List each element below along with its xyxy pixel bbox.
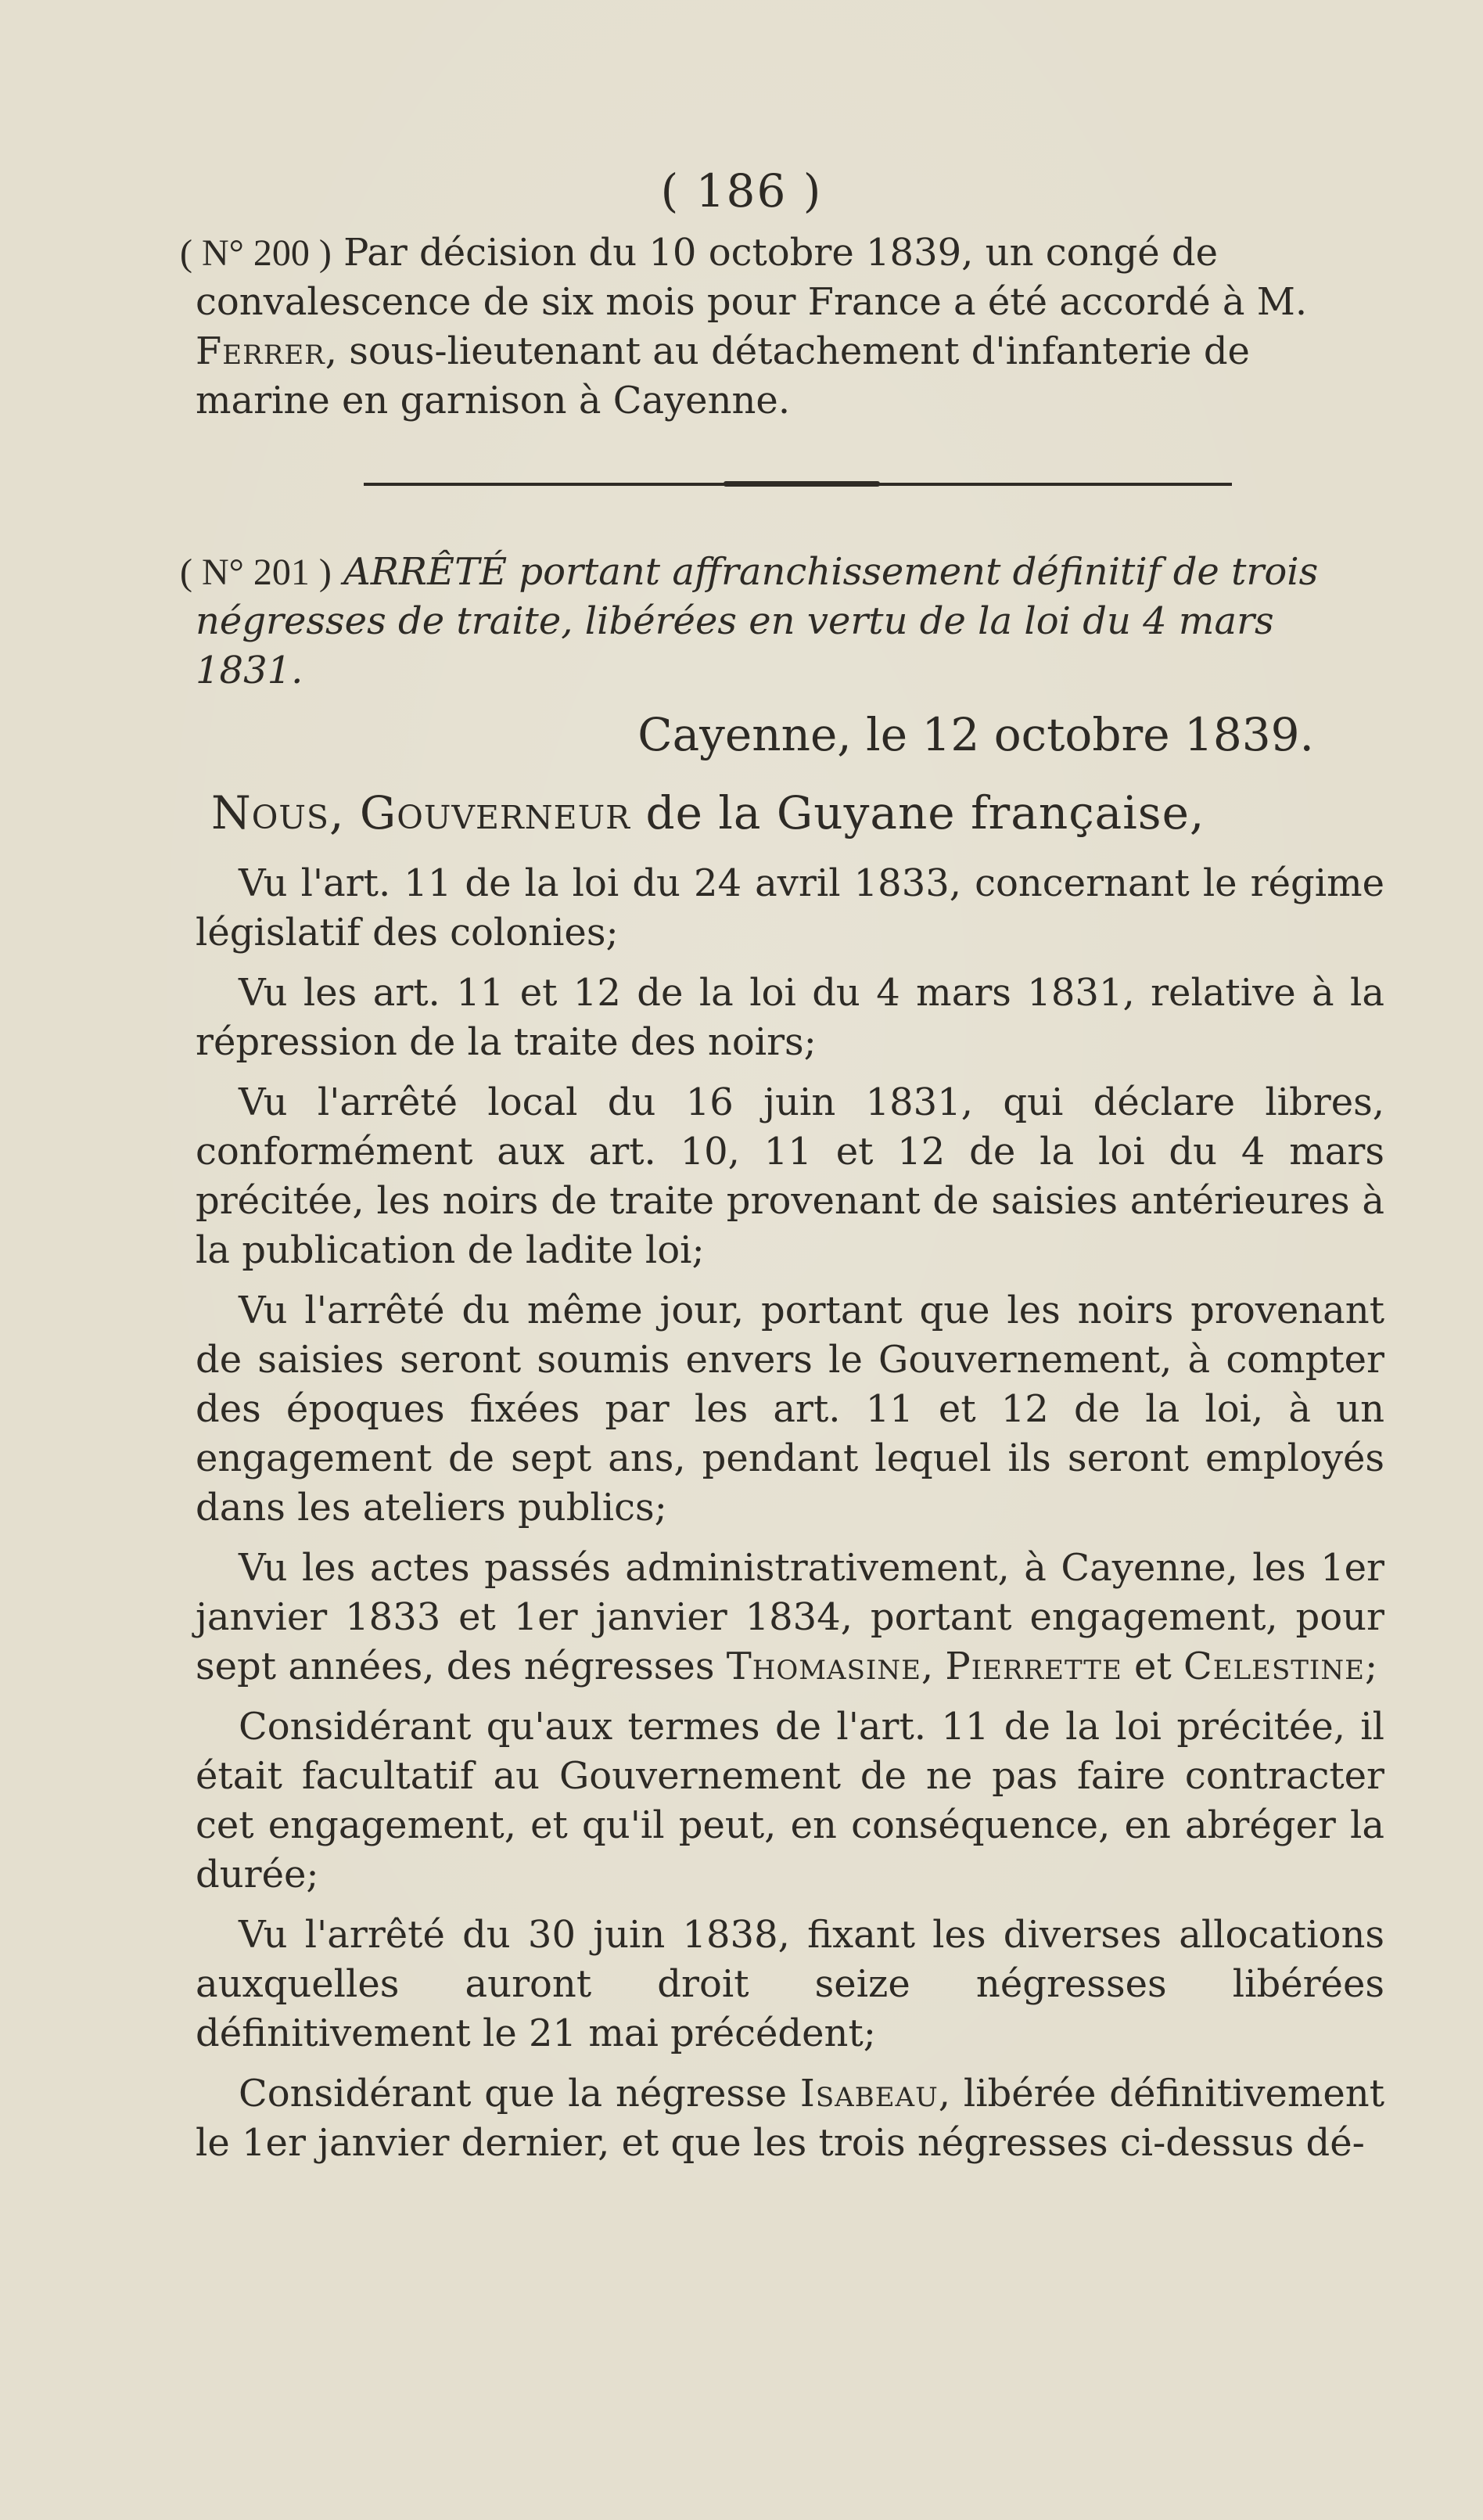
name-pierrette: Pierrette [945,1645,1122,1688]
isabeau-text-a: Considérant que la négresse [239,2072,800,2116]
paragraph: Vu l'arrêté local du 16 juin 1831, qui déclare libres, conformément aux art. 10, 11 et 12 de la loi du 4 mars précitée, les noirs de traite provenant de saisies antérieures à la publication de ladite loi; [196,1080,1384,1272]
paragraph-actes [196,1544,1384,1691]
entry-201-title: ARRÊTÉ portant affranchissement définitif de trois négresses de traite, libérées en vertu de la loi du 4 mars 1831. [196,550,1319,692]
actes-sep-2: et [1122,1645,1184,1688]
page-number: ( 186 ) [660,164,823,217]
paragraph: Vu l'arrêté du 30 juin 1838, fixant les diverses allocations auxquelles auront droit seize négresses libérées définitivement le 21 mai précédent; [196,1913,1384,2055]
nous-word: Nous [211,786,330,839]
section-divider [364,483,1232,486]
entry-200-text-a: Par décision du 10 octobre 1839, un congé de convalescence de six mois pour France a été accordé à M. [196,231,1308,324]
paragraph: Vu l'arrêté du même jour, portant que les noirs provenant de saisies seront soumis envers le Gouvernement, à compter des époques fixées par les art. 11 et 12 de la loi, à un engagement de sept ans, pendant lequel ils seront employés dans les ateliers publics; [196,1289,1384,1530]
paragraph: Vu les art. 11 et 12 de la loi du 4 mars 1831, relative à la répression de la traite des noirs; [196,971,1384,1064]
name-isabeau: Isabeau [799,2072,939,2116]
nous-gouverneur-line: Nous, Gouverneur de la Guyane française, [211,786,1205,839]
entry-200-text-b: , sous-lieutenant au détachement d'infanterie de marine en garnison à Cayenne. [196,329,1250,422]
dateline: Cayenne, le 12 octobre 1839. [637,708,1314,761]
entry-200-name: Ferrer [196,329,325,373]
entry-201-number: ( N° 201 ) [180,552,332,593]
actes-sep-1: , [921,1645,946,1688]
actes-end: ; [1364,1645,1378,1688]
paragraph: Considérant qu'aux termes de l'art. 11 de la loi précitée, il était facultatif au Gouvernement de ne pas faire contracter cet engagement, et qu'il peut, en conséquence, en abréger la durée; [196,1705,1384,1896]
name-celestine: Celestine [1183,1645,1365,1688]
actes-text: Vu les actes passés administrativement, à Cayenne, les 1er janvier 1833 et 1er janvier 1834, portant engagement, pour sept années, des négresses [196,1546,1384,1688]
paragraph-isabeau [196,2069,1384,2168]
entry-200 [180,228,1384,426]
nous-rest: de la Guyane française, [630,786,1205,839]
name-thomasine: Thomasine [726,1645,921,1688]
entry-200-number: ( N° 200 ) [180,232,332,274]
entry-201 [180,548,1384,696]
isabeau-text-b: , libérée définitivement le 1er janvier dernier, et que les trois négresses ci-dessus dé- [196,2072,1384,2165]
paragraph: Vu l'art. 11 de la loi du 24 avril 1833, concernant le régime législatif des colonies; [196,861,1384,954]
gouverneur-word: Gouverneur [359,786,631,839]
body-text [196,859,1384,2179]
